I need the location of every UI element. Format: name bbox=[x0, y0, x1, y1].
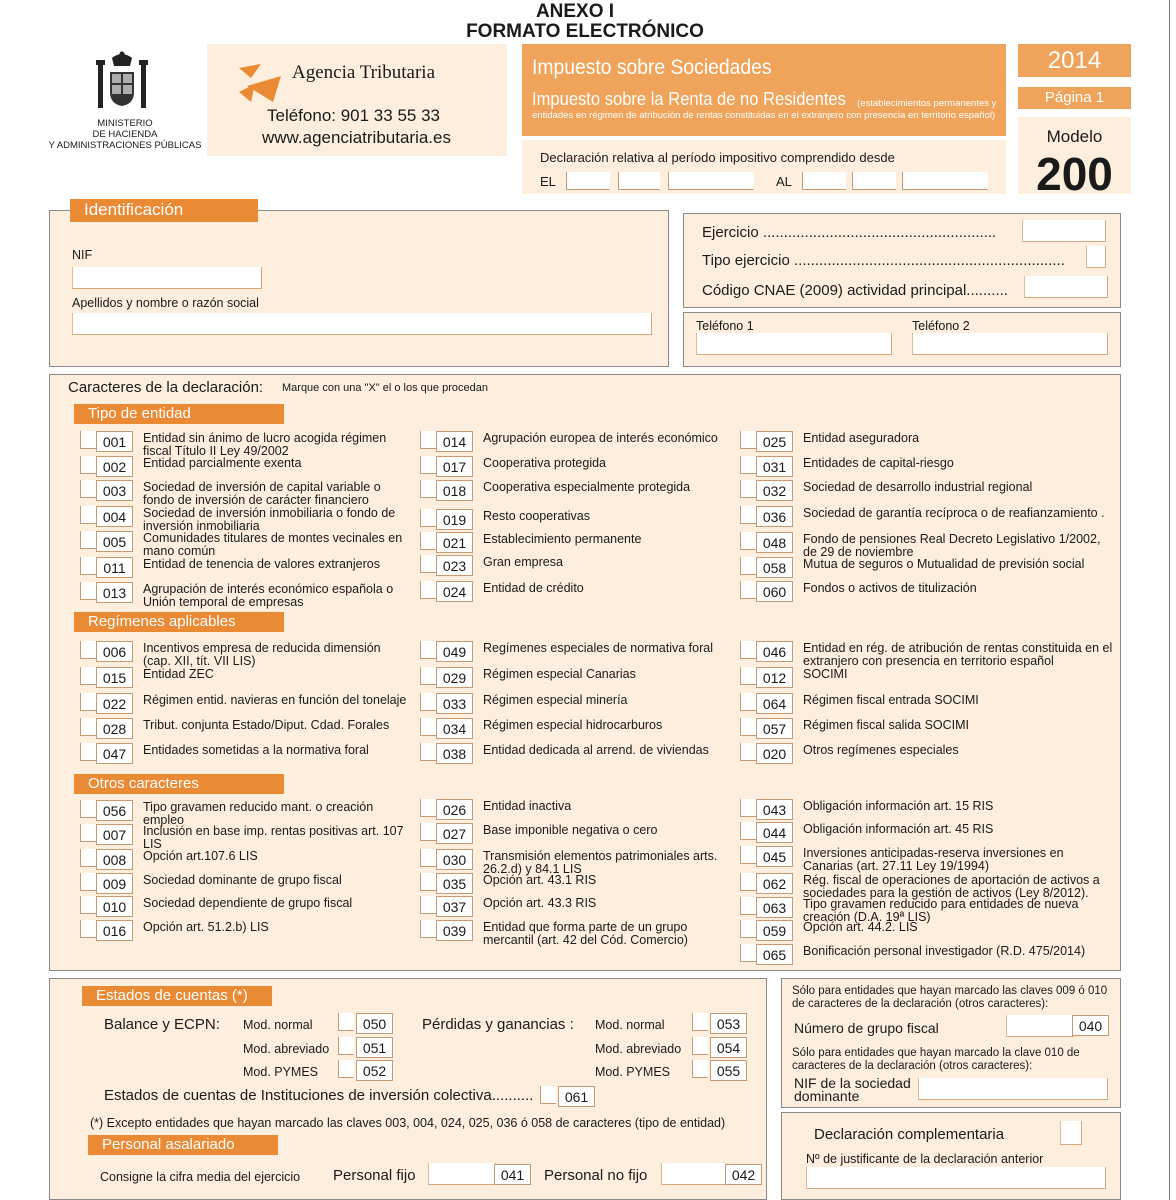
checkbox-015[interactable] bbox=[80, 667, 96, 685]
label-004: Sociedad de inversión inmobiliaria o fondo de inversión inmobiliaria bbox=[143, 506, 396, 533]
tax-title-2: Impuesto sobre la Renta de no Residentes bbox=[532, 89, 846, 109]
pyg-label: Pérdidas y ganancias : bbox=[422, 1016, 574, 1033]
code-015: 015 bbox=[96, 667, 133, 688]
personal-nofijo-label: Personal no fijo bbox=[544, 1167, 648, 1184]
code-048: 048 bbox=[756, 532, 793, 553]
label-036: Sociedad de garantía recíproca o de reafianzamiento . bbox=[803, 506, 1105, 520]
balance-normal-checkbox[interactable] bbox=[338, 1013, 354, 1031]
agency-logo-icon bbox=[237, 62, 283, 109]
code-036: 036 bbox=[756, 506, 793, 527]
checkbox-037[interactable] bbox=[420, 896, 436, 914]
iic-checkbox[interactable] bbox=[540, 1086, 556, 1104]
phone2-input[interactable] bbox=[912, 333, 1108, 355]
checkbox-010[interactable] bbox=[80, 896, 96, 914]
label-021: Establecimiento permanente bbox=[483, 532, 642, 546]
checkbox-049[interactable] bbox=[420, 641, 436, 659]
personal-fijo-label: Personal fijo bbox=[333, 1167, 416, 1184]
checkbox-004[interactable] bbox=[80, 506, 96, 524]
name-label: Apellidos y nombre o razón social bbox=[72, 296, 259, 310]
code-044: 044 bbox=[756, 822, 793, 843]
ministry-line-1: MINISTERIO bbox=[97, 118, 153, 129]
label-065: Bonificación personal investigador (R.D. 475/2014) bbox=[803, 944, 1086, 958]
phone1-input[interactable] bbox=[696, 333, 892, 355]
checkbox-021[interactable] bbox=[420, 532, 436, 550]
label-029: Régimen especial Canarias bbox=[483, 667, 636, 681]
code-017: 017 bbox=[436, 456, 473, 477]
checkbox-003[interactable] bbox=[80, 480, 96, 498]
code-005: 005 bbox=[96, 531, 133, 552]
checkbox-027[interactable] bbox=[420, 823, 436, 841]
code-057: 057 bbox=[756, 718, 793, 739]
regimenes-title: Regímenes aplicables bbox=[74, 612, 284, 632]
checkbox-011[interactable] bbox=[80, 557, 96, 575]
agency-name: Agencia Tributaria bbox=[292, 62, 436, 83]
code-031: 031 bbox=[756, 456, 793, 477]
period-al-label: AL bbox=[776, 174, 792, 189]
label-012: SOCIMI bbox=[803, 667, 848, 681]
caracteres-title: Caracteres de la declaración: bbox=[68, 379, 264, 396]
pyg-normal-checkbox[interactable] bbox=[692, 1013, 708, 1031]
code-033: 033 bbox=[436, 693, 473, 714]
code-051: 051 bbox=[356, 1037, 393, 1058]
code-024: 024 bbox=[436, 581, 473, 602]
code-008: 008 bbox=[96, 849, 133, 870]
balance-pymes-checkbox[interactable] bbox=[338, 1060, 354, 1078]
balance-label: Balance y ECPN: bbox=[104, 1016, 220, 1033]
label-028: Tribut. conjunta Estado/Diput. Cdad. Forales bbox=[143, 718, 390, 732]
label-002: Entidad parcialmente exenta bbox=[143, 456, 302, 470]
caracteres-hint: Marque con una "X" el o los que procedan bbox=[282, 382, 488, 394]
checkbox-032[interactable] bbox=[740, 480, 756, 498]
label-003: Sociedad de inversión de capital variable o fondo de inversión de carácter financiero bbox=[143, 480, 381, 507]
checkbox-045[interactable] bbox=[740, 846, 756, 864]
ministry-line-2: DE HACIENDA bbox=[92, 129, 158, 140]
code-046: 046 bbox=[756, 641, 793, 662]
pyg-abreviado-checkbox[interactable] bbox=[692, 1037, 708, 1055]
label-009: Sociedad dominante de grupo fiscal bbox=[143, 873, 342, 887]
period-to-year[interactable] bbox=[902, 172, 988, 190]
checkbox-005[interactable] bbox=[80, 531, 96, 549]
label-032: Sociedad de desarrollo industrial regional bbox=[803, 480, 1033, 494]
checkbox-039[interactable] bbox=[420, 920, 436, 938]
format-title: FORMATO ELECTRÓNICO bbox=[466, 21, 704, 42]
period-label: Declaración relativa al período impositivo comprendido desde bbox=[540, 150, 895, 165]
checkbox-063[interactable] bbox=[740, 897, 756, 915]
code-027: 027 bbox=[436, 823, 473, 844]
code-032: 032 bbox=[756, 480, 793, 501]
code-042: 042 bbox=[725, 1164, 762, 1185]
checkbox-006[interactable] bbox=[80, 641, 96, 659]
checkbox-030[interactable] bbox=[420, 849, 436, 867]
code-034: 034 bbox=[436, 718, 473, 739]
checkbox-059[interactable] bbox=[740, 920, 756, 938]
phones-section bbox=[683, 312, 1121, 367]
modelo-block bbox=[1018, 117, 1131, 200]
personal-consigne: Consigne la cifra media del ejercicio bbox=[100, 1170, 301, 1184]
checkbox-062[interactable] bbox=[740, 873, 756, 891]
checkbox-034[interactable] bbox=[420, 718, 436, 736]
label-011: Entidad de tenencia de valores extranjeros bbox=[143, 557, 380, 571]
identification-title: Identificación bbox=[70, 199, 258, 222]
checkbox-064[interactable] bbox=[740, 693, 756, 711]
grupo-numero-input[interactable] bbox=[1006, 1015, 1074, 1037]
label-017: Cooperativa protegida bbox=[483, 456, 606, 470]
ejercicio-label: Ejercicio ........................................................ bbox=[702, 224, 997, 241]
label-015: Entidad ZEC bbox=[143, 667, 214, 681]
code-056: 056 bbox=[96, 800, 133, 821]
label-056: Tipo gravamen reducido mant. o creación empleo bbox=[143, 800, 374, 827]
checkbox-036[interactable] bbox=[740, 506, 756, 524]
code-043: 043 bbox=[756, 799, 793, 820]
label-059: Opción art. 44.2. LIS bbox=[803, 920, 918, 934]
code-009: 009 bbox=[96, 873, 133, 894]
grupo-note1: Sólo para entidades que hayan marcado las claves 009 ó 010 de caracteres de la declaración (otros caracteres): bbox=[792, 985, 1108, 1010]
label-019: Resto cooperativas bbox=[483, 509, 591, 523]
otros-title: Otros caracteres bbox=[74, 774, 284, 794]
estados-section bbox=[49, 978, 767, 1200]
checkbox-046[interactable] bbox=[740, 641, 756, 659]
tipo-ejercicio-input[interactable] bbox=[1086, 246, 1106, 268]
code-062: 062 bbox=[756, 873, 793, 894]
nif-input[interactable] bbox=[72, 267, 262, 289]
checkbox-008[interactable] bbox=[80, 849, 96, 867]
checkbox-026[interactable] bbox=[420, 799, 436, 817]
code-052: 052 bbox=[356, 1060, 393, 1081]
code-019: 019 bbox=[436, 509, 473, 530]
complementaria-title: Declaración complementaria bbox=[814, 1126, 1005, 1143]
form-year: 2014 bbox=[1018, 44, 1131, 77]
checkbox-025[interactable] bbox=[740, 431, 756, 449]
code-020: 020 bbox=[756, 743, 793, 764]
checkbox-044[interactable] bbox=[740, 822, 756, 840]
justificante-input[interactable] bbox=[806, 1167, 1106, 1189]
label-038: Entidad dedicada al arrend. de viviendas bbox=[483, 743, 709, 757]
checkbox-033[interactable] bbox=[420, 693, 436, 711]
checkbox-057[interactable] bbox=[740, 718, 756, 736]
checkbox-060[interactable] bbox=[740, 581, 756, 599]
code-007: 007 bbox=[96, 824, 133, 845]
balance-abreviado-checkbox[interactable] bbox=[338, 1037, 354, 1055]
label-013: Agrupación de interés económico española o Unión temporal de empresas bbox=[143, 582, 394, 609]
code-025: 025 bbox=[756, 431, 793, 452]
justificante-label: Nº de justificante de la declaración anterior bbox=[806, 1152, 1044, 1166]
code-065: 065 bbox=[756, 944, 793, 965]
label-039: Entidad que forma parte de un grupo mercantil (art. 42 del Cód. Comercio) bbox=[483, 920, 688, 947]
ministry-line-3: Y ADMINISTRACIONES PÚBLICAS bbox=[48, 140, 202, 151]
personal-fijo-input[interactable] bbox=[428, 1163, 496, 1185]
code-049: 049 bbox=[436, 641, 473, 662]
label-025: Entidad aseguradora bbox=[803, 431, 920, 445]
personal-title: Personal asalariado bbox=[88, 1135, 278, 1155]
label-023: Gran empresa bbox=[483, 555, 563, 569]
cnae-label: Código CNAE (2009) actividad principal.......... bbox=[702, 282, 1008, 299]
personal-nofijo-input[interactable] bbox=[661, 1163, 727, 1185]
exercise-section bbox=[683, 213, 1121, 308]
label-005: Comunidades titulares de montes vecinales en mano común bbox=[143, 531, 403, 558]
checkbox-043[interactable] bbox=[740, 799, 756, 817]
code-060: 060 bbox=[756, 581, 793, 602]
code-001: 001 bbox=[96, 431, 133, 452]
grupo-section bbox=[781, 978, 1121, 1108]
label-001: Entidad sin ánimo de lucro acogida régimen fiscal Título II Ley 49/2002 bbox=[143, 431, 387, 458]
period-el-label: EL bbox=[540, 174, 556, 189]
label-047: Entidades sometidas a la normativa foral bbox=[143, 743, 369, 757]
label-057: Régimen fiscal salida SOCIMI bbox=[803, 718, 970, 732]
checkbox-028[interactable] bbox=[80, 718, 96, 736]
period-from-day[interactable] bbox=[566, 172, 610, 190]
checkbox-047[interactable] bbox=[80, 743, 96, 761]
agency-block bbox=[207, 44, 507, 156]
code-050: 050 bbox=[356, 1013, 393, 1034]
checkbox-038[interactable] bbox=[420, 743, 436, 761]
checkbox-001[interactable] bbox=[80, 431, 96, 449]
label-024: Entidad de crédito bbox=[483, 581, 584, 595]
grupo-note2: Sólo para entidades que hayan marcado la clave 010 de caracteres de la declaración (otros caracteres): bbox=[792, 1047, 1080, 1072]
cnae-input[interactable] bbox=[1024, 276, 1108, 298]
checkbox-009[interactable] bbox=[80, 873, 96, 891]
agency-web[interactable]: www.agenciatributaria.es bbox=[262, 128, 451, 147]
code-011: 011 bbox=[96, 557, 133, 578]
coat-of-arms-icon bbox=[92, 50, 152, 116]
checkbox-031[interactable] bbox=[740, 456, 756, 474]
modelo-label: Modelo bbox=[1046, 127, 1103, 146]
code-029: 029 bbox=[436, 667, 473, 688]
checkbox-016[interactable] bbox=[80, 920, 96, 938]
checkbox-007[interactable] bbox=[80, 824, 96, 842]
code-047: 047 bbox=[96, 743, 133, 764]
code-022: 022 bbox=[96, 693, 133, 714]
checkbox-017[interactable] bbox=[420, 456, 436, 474]
period-to-day[interactable] bbox=[802, 172, 846, 190]
label-034: Régimen especial hidrocarburos bbox=[483, 718, 663, 732]
checkbox-048[interactable] bbox=[740, 532, 756, 550]
checkbox-020[interactable] bbox=[740, 743, 756, 761]
balance-abreviado-label: Mod. abreviado bbox=[243, 1042, 330, 1056]
label-018: Cooperativa especialmente protegida bbox=[483, 480, 691, 494]
tax-title-1: Impuesto sobre Sociedades bbox=[532, 56, 772, 79]
checkbox-024[interactable] bbox=[420, 581, 436, 599]
estados-note: (*) Excepto entidades que hayan marcado las claves 003, 004, 024, 025, 036 ó 058 de caracteres (tipo de entidad) bbox=[90, 1116, 726, 1130]
ejercicio-input[interactable] bbox=[1022, 220, 1106, 242]
phone1-label: Teléfono 1 bbox=[696, 319, 754, 333]
label-006: Incentivos empresa de reducida dimensión (cap. XII, tít. VII LIS) bbox=[143, 641, 381, 668]
code-035: 035 bbox=[436, 873, 473, 894]
grupo-numero-label: Número de grupo fiscal bbox=[794, 1020, 939, 1036]
label-049: Regímenes especiales de normativa foral bbox=[483, 641, 713, 655]
label-026: Entidad inactiva bbox=[483, 799, 572, 813]
annex-title: ANEXO I bbox=[535, 1, 615, 22]
label-046: Entidad en rég. de atribución de rentas constituida en el extranjero con presencia en territorio español bbox=[803, 641, 1113, 668]
label-020: Otros regímenes especiales bbox=[803, 743, 959, 757]
checkbox-012[interactable] bbox=[740, 667, 756, 685]
code-064: 064 bbox=[756, 693, 793, 714]
code-030: 030 bbox=[436, 849, 473, 870]
label-030: Transmisión elementos patrimoniales arts. 26.2.d) y 84.1 LIS bbox=[483, 849, 718, 876]
name-input[interactable] bbox=[72, 313, 652, 335]
identification-section bbox=[49, 200, 669, 367]
code-040: 040 bbox=[1072, 1015, 1109, 1036]
nif-dominante-input[interactable] bbox=[918, 1078, 1108, 1100]
period-to-month[interactable] bbox=[852, 172, 896, 190]
modelo-number: 200 bbox=[1036, 148, 1113, 200]
code-013: 013 bbox=[96, 582, 133, 603]
agency-phone: Teléfono: 901 33 55 33 bbox=[267, 106, 440, 125]
checkbox-018[interactable] bbox=[420, 480, 436, 498]
code-063: 063 bbox=[756, 897, 793, 918]
checkbox-014[interactable] bbox=[420, 431, 436, 449]
pyg-abreviado-label: Mod. abreviado bbox=[595, 1042, 682, 1056]
code-014: 014 bbox=[436, 431, 473, 452]
checkbox-065[interactable] bbox=[740, 944, 756, 962]
code-053: 053 bbox=[710, 1013, 747, 1034]
label-027: Base imponible negativa o cero bbox=[483, 823, 658, 837]
complementaria-checkbox[interactable] bbox=[1060, 1121, 1082, 1145]
page-number: Página 1 bbox=[1018, 87, 1131, 109]
tipo-entidad-title: Tipo de entidad bbox=[74, 404, 284, 424]
code-016: 016 bbox=[96, 920, 133, 941]
label-022: Régimen entid. navieras en función del tonelaje bbox=[143, 693, 407, 707]
code-018: 018 bbox=[436, 480, 473, 501]
pyg-pymes-label: Mod. PYMES bbox=[595, 1065, 671, 1079]
code-004: 004 bbox=[96, 506, 133, 527]
code-055: 055 bbox=[710, 1060, 747, 1081]
label-007: Inclusión en base imp. rentas positivas art. 107 LIS bbox=[143, 824, 404, 851]
checkbox-013[interactable] bbox=[80, 582, 96, 600]
code-006: 006 bbox=[96, 641, 133, 662]
label-033: Régimen especial minería bbox=[483, 693, 628, 707]
label-008: Opción art.107.6 LIS bbox=[143, 849, 258, 863]
label-063: Tipo gravamen reducido para entidades de nueva creación (D.A. 19ª LIS) bbox=[803, 897, 1079, 924]
label-045: Inversiones anticipadas-reserva inversiones en Canarias (art. 27.11 Ley 19/1994) bbox=[803, 846, 1064, 873]
code-041: 041 bbox=[494, 1164, 531, 1185]
balance-normal-label: Mod. normal bbox=[243, 1018, 313, 1032]
label-048: Fondo de pensiones Real Decreto Legislativo 1/2002, de 29 de noviembre bbox=[803, 532, 1101, 559]
label-014: Agrupación europea de interés económico bbox=[483, 431, 718, 445]
tipo-ejercicio-label: Tipo ejercicio ................................................................. bbox=[702, 252, 1065, 269]
code-045: 045 bbox=[756, 846, 793, 867]
balance-pymes-label: Mod. PYMES bbox=[243, 1065, 319, 1079]
checkbox-058[interactable] bbox=[740, 557, 756, 575]
pyg-normal-label: Mod. normal bbox=[595, 1018, 665, 1032]
estados-title: Estados de cuentas (*) bbox=[82, 986, 272, 1006]
label-058: Mutua de seguros o Mutualidad de previsión social bbox=[803, 557, 1085, 571]
checkbox-023[interactable] bbox=[420, 555, 436, 573]
checkbox-002[interactable] bbox=[80, 456, 96, 474]
checkbox-056[interactable] bbox=[80, 800, 96, 818]
code-028: 028 bbox=[96, 718, 133, 739]
code-058: 058 bbox=[756, 557, 793, 578]
label-060: Fondos o activos de titulización bbox=[803, 581, 977, 595]
tax-note: (establecimientos permanentes y entidades en régimen de atribución de rentas constituidas en el extranjero con presencia en territorio español) bbox=[532, 98, 997, 121]
label-016: Opción art. 51.2.b) LIS bbox=[143, 920, 269, 934]
code-002: 002 bbox=[96, 456, 133, 477]
code-039: 039 bbox=[436, 920, 473, 941]
code-023: 023 bbox=[436, 555, 473, 576]
label-010: Sociedad dependiente de grupo fiscal bbox=[143, 896, 353, 910]
label-064: Régimen fiscal entrada SOCIMI bbox=[803, 693, 979, 707]
code-021: 021 bbox=[436, 532, 473, 553]
code-059: 059 bbox=[756, 920, 793, 941]
checkbox-019[interactable] bbox=[420, 509, 436, 527]
iic-label: Estados de cuentas de Instituciones de inversión colectiva.......... bbox=[104, 1087, 534, 1104]
code-038: 038 bbox=[436, 743, 473, 764]
label-062: Rég. fiscal de operaciones de aportación de activos a sociedades para la gestión de activos (Ley 8/2012). bbox=[803, 873, 1100, 900]
checkbox-035[interactable] bbox=[420, 873, 436, 891]
period-block bbox=[522, 140, 1006, 194]
period-from-year[interactable] bbox=[668, 172, 754, 190]
complementaria-section bbox=[781, 1112, 1121, 1200]
code-012: 012 bbox=[756, 667, 793, 688]
code-026: 026 bbox=[436, 799, 473, 820]
nif-label: NIF bbox=[72, 248, 93, 262]
pyg-pymes-checkbox[interactable] bbox=[692, 1060, 708, 1078]
code-054: 054 bbox=[710, 1037, 747, 1058]
checkbox-029[interactable] bbox=[420, 667, 436, 685]
code-037: 037 bbox=[436, 896, 473, 917]
tax-title-block bbox=[522, 44, 1006, 136]
checkbox-022[interactable] bbox=[80, 693, 96, 711]
label-031: Entidades de capital-riesgo bbox=[803, 456, 954, 470]
label-043: Obligación información art. 15 RIS bbox=[803, 799, 994, 813]
label-037: Opción art. 43.3 RIS bbox=[483, 896, 597, 910]
code-003: 003 bbox=[96, 480, 133, 501]
caracteres-section bbox=[49, 374, 1121, 971]
code-010: 010 bbox=[96, 896, 133, 917]
nif-dominante-label: NIF de la sociedad dominante bbox=[794, 1075, 911, 1104]
code-061: 061 bbox=[558, 1086, 595, 1107]
period-from-month[interactable] bbox=[618, 172, 660, 190]
phone2-label: Teléfono 2 bbox=[912, 319, 970, 333]
label-044: Obligación información art. 45 RIS bbox=[803, 822, 994, 836]
label-035: Opción art. 43.1 RIS bbox=[483, 873, 597, 887]
